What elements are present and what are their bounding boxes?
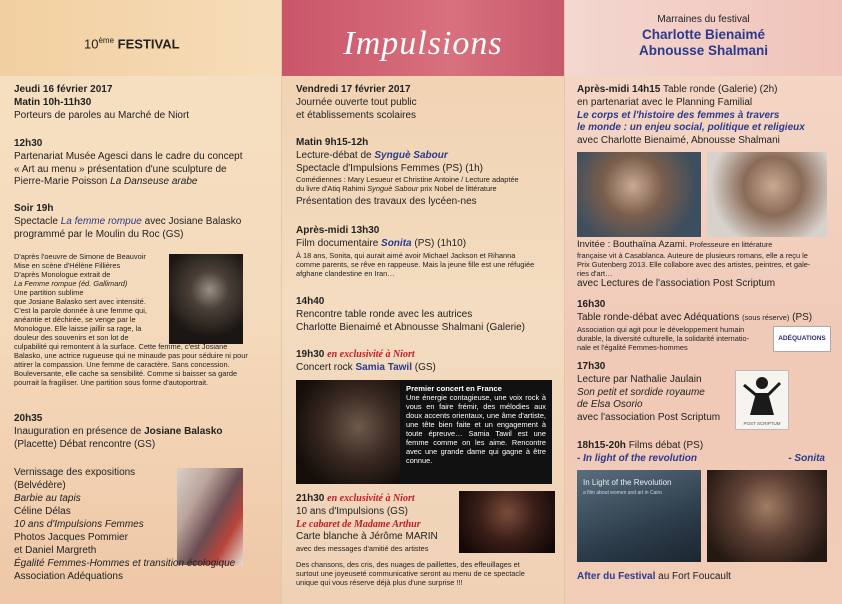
expo-title: Barbie au tapis [14, 493, 81, 504]
item-table-ronde [577, 84, 839, 148]
text-line: Journée ouverte tout public [296, 96, 417, 108]
small-line: unique qui vous réserve déjà plus d'une surprise !!! [296, 578, 463, 588]
exclusive-label: en exclusivité à Niort [327, 493, 415, 504]
morning-text: Porteurs de paroles au Marché de Niort [14, 109, 190, 121]
item-soir [14, 203, 276, 241]
text-line: Partenariat Musée Agesci dans le cadre du concept [14, 150, 243, 162]
festival-label: FESTIVAL [117, 36, 180, 52]
desc-line: La Femme rompue (éd. Gallimard) [14, 279, 128, 289]
text-part: Lecture-débat de [296, 149, 375, 161]
text-part: du livre d'Atiq Rahimi [296, 184, 368, 194]
item-21h30 [296, 493, 466, 553]
desc-line: que Josiane Balasko sert avec intensité. [14, 297, 146, 307]
guest-name: Josiane Balasko [144, 425, 223, 437]
text-line: et Daniel Margreth [14, 545, 97, 556]
book-title: Son petit et sordide royaume [577, 386, 705, 398]
festival-title: Impulsions [343, 25, 503, 62]
film-line [577, 453, 839, 466]
silhouette-icon [736, 371, 788, 417]
item-19h30 [296, 349, 558, 375]
text-line: programmé par le Moulin du Roc (GS) [14, 228, 184, 240]
time-16h30: 16h30 [577, 299, 606, 310]
time-matin: Matin 9h15-12h [296, 137, 369, 148]
desc-line: culpabilité qui remontent à la surface. Cette femme, c'est Josiane [14, 342, 228, 352]
time-14h15: Après-midi 14h15 [577, 84, 661, 95]
text-line [296, 238, 558, 251]
time-soir: Soir 19h [14, 203, 54, 214]
festival-edition [84, 36, 180, 53]
edition-number: 10 [84, 36, 99, 52]
small-line: ries d'art… [577, 269, 613, 279]
small-line: comme parents, se rêve en rappeuse. Mais la jeune fille est une réfugiée [296, 259, 535, 269]
text-part: Table ronde (Galerie) (2h) [660, 84, 778, 95]
time-20h35: 20h35 [14, 413, 43, 424]
text-line: Association Adéquations [14, 571, 123, 582]
text-part: (PS) (1h10) [411, 237, 467, 249]
shalmani-photo [707, 152, 827, 237]
text-part: Inauguration en présence de [14, 425, 145, 437]
desc-line: D'après l'oeuvre de Simone de Beauvoir [14, 252, 146, 261]
samia-tawil-photo [296, 380, 400, 484]
time-18h15: 18h15-20h [577, 440, 626, 451]
text-line [296, 362, 558, 375]
concert-description [400, 380, 552, 484]
logo-text: POST SCRIPTUM [743, 421, 781, 427]
morning-time: Matin 10h-11h30 [14, 96, 92, 108]
text-part: prix Nobel de littérature [418, 184, 497, 194]
text-line [14, 426, 276, 439]
text-part: (PS) [789, 311, 813, 323]
thursday-program [14, 84, 276, 122]
text-line: Carte blanche à Jérôme MARIN [296, 531, 438, 543]
text-line: et établissements scolaires [296, 109, 417, 121]
text-part: Professeure en littérature [687, 240, 773, 249]
sonita-photo [707, 470, 827, 562]
small-line: Association qui agit pour le développement humain [577, 324, 745, 334]
after-festival [577, 571, 839, 584]
show-description [14, 252, 276, 387]
small-line: surtout une joyeuseté communicative seront au menu de ce spectacle [296, 569, 525, 579]
text-line: Céline Délas [14, 506, 71, 517]
film-title: Sonita [381, 237, 412, 249]
text-line: en partenariat avec le Planning Familial [577, 96, 753, 108]
show-title: La femme rompue [60, 215, 142, 227]
desc-line: Monologue. Elle laisse jaillir sa rage, la [14, 324, 142, 334]
cabaret-description [296, 560, 558, 587]
adequations-logo [773, 326, 831, 352]
desc-line: Une partition sublime [14, 288, 84, 298]
item-18h15 [577, 440, 839, 466]
item-apres-midi [296, 225, 558, 278]
text-line: de Elsa Osorio [577, 399, 643, 411]
poster-subtitle: a film about women and art in Cairo [583, 490, 662, 496]
text-line: avec Charlotte Bienaimé, Abnousse Shalmani [577, 135, 780, 147]
text-line: Spectacle d'Impulsions Femmes (PS) (1h) [296, 162, 483, 174]
film-title: - Sonita [788, 452, 825, 464]
text-part: au Fort Foucault [655, 571, 731, 582]
text-part: Pierre-Marie Poisson [14, 176, 111, 188]
text-line: (Belvédère) [14, 480, 66, 491]
friday-program [296, 84, 558, 122]
desc-line: attirer la compassion. Une femme de caractère. Sans concession. [14, 360, 230, 370]
date-heading: Jeudi 16 février 2017 [14, 84, 113, 95]
expo-title: 10 ans d'Impulsions Femmes [14, 519, 144, 530]
date-heading: Vendredi 17 février 2017 [296, 84, 411, 95]
desc-line: Balasko, une actrice rugueuse qui ne minaude pas pour séduire ni pour [14, 351, 248, 361]
small-line [296, 184, 558, 193]
text-line [14, 176, 276, 189]
small-line: Prix Gutenberg 2013. Elle collabore avec des artistes, peintres, et gale- [577, 260, 811, 270]
item-12h30 [14, 138, 276, 189]
text-line: Photos Jacques Pommier [14, 532, 128, 543]
column-friday [281, 0, 565, 604]
text-line [577, 312, 839, 325]
desc-line: pourrait la fragiliser. Une partition sous forme d'autoportrait. [14, 378, 209, 388]
invitee-block [577, 239, 839, 291]
item-20h35 [14, 413, 276, 451]
small-line: Des chansons, des cris, des nuages de paillettes, des effeuillages et [296, 560, 520, 569]
small-line: Comédiennes : Mary Lesueur et Christine Antoine / Lecture adaptée [296, 175, 519, 185]
text-part: Invitée : Bouthaïna Azami. [577, 239, 688, 250]
film-title: - In light of the revolution [577, 452, 697, 464]
text-part: Films débat (PS) [625, 440, 704, 451]
post-scriptum-logo [735, 370, 789, 430]
text-line: 10 ans d'Impulsions (GS) [296, 505, 408, 517]
artist-name: Samia Tawil [355, 361, 412, 373]
text-line [577, 84, 839, 97]
topic-line: le monde : un enjeu social, politique et religieux [577, 122, 805, 134]
edition-sup: ème [98, 36, 115, 45]
marraines-header [565, 14, 842, 59]
desc-line: anéantie et déchirée, se venge par le [14, 315, 136, 325]
revolution-poster [577, 470, 701, 562]
text-line [577, 440, 839, 453]
exhibitions [14, 466, 276, 583]
text-line: Rencontre table ronde avec les autrices [296, 308, 473, 320]
sculpture-title: La Danseuse arabe [110, 176, 198, 188]
expo-title: Égalité Femmes-Hommes et transition écologique [14, 558, 236, 569]
text-line [296, 349, 558, 362]
column-thursday [0, 0, 281, 604]
exclusive-label: en exclusivité à Niort [327, 349, 415, 360]
small-line: À 18 ans, Sonita, qui aurait aimé avoir Michael Jackson et Rihanna [296, 250, 516, 260]
text-part: avec Josiane Balasko [141, 215, 242, 227]
concert-text: Une énergie contagieuse, une voix rock à vous en faire frémir, des mélodies aux doux accents orientaux, une âme d'artiste, une tête bien faite et un engagement à toute épreuve… Samia Tawil est une femme comme on les aime. Rencontre avec une grande dame qui gagne à être connue. [406, 393, 546, 466]
text-part: Spectacle [14, 215, 61, 227]
cabaret-photo [459, 491, 555, 553]
cabaret-title: Le cabaret de Madame Arthur [296, 518, 421, 530]
desc-line: Mise en scène d'Hélène Fillières [14, 261, 121, 271]
text-line: Vernissage des expositions [14, 467, 136, 478]
text-line: « Art au menu » présentation d'une sculpture de [14, 163, 227, 175]
marraines-label: Marraines du festival [657, 14, 750, 25]
text-line: Charlotte Bienaimé et Abnousse Shalmani (Galerie) [296, 321, 526, 333]
item-17h30 [577, 361, 757, 425]
marraine-name: Abnousse Shalmani [638, 42, 769, 58]
text-line: (Placette) Débat rencontre (GS) [14, 438, 156, 450]
item-matin [296, 137, 558, 209]
marraine-name: Charlotte Bienaimé [641, 26, 766, 42]
time-21h30: 21h30 [296, 493, 325, 504]
text-line: Lecture par Nathalie Jaulain [577, 373, 702, 385]
text-line: avec l'association Post Scriptum [577, 412, 721, 424]
desc-line: D'après Monologue extrait de [14, 270, 111, 280]
text-part: Film documentaire [296, 237, 382, 249]
text-part: (sous réserve) [742, 312, 790, 322]
text-part: Concert rock [296, 361, 356, 373]
text-line [14, 216, 276, 229]
text-line [296, 493, 466, 506]
small-line: française vit à Casablanca. Auteure de plusieurs romans, elle a reçu le [577, 251, 808, 261]
poster-title: In Light of the Revolution [583, 478, 672, 487]
topic-line: Le corps et l'histoire des femmes à travers [577, 109, 780, 121]
text-line [296, 150, 558, 163]
after-label: After du Festival [577, 571, 656, 582]
logo-text: ADÉQUATIONS [778, 334, 826, 342]
time-17h30: 17h30 [577, 361, 606, 372]
desc-line: douleur des souvenirs et son lot de [14, 333, 129, 343]
book-title: Synguè Sabour [374, 149, 448, 161]
time-14h40: 14h40 [296, 296, 325, 307]
text-part: (GS) [411, 361, 436, 373]
text-line: avec Lectures de l'association Post Scriptum [577, 278, 776, 290]
text-line: Présentation des travaux des lycéen-nes [296, 196, 477, 208]
small-line: avec des messages d'amitié des artistes [296, 544, 429, 554]
time-apres-midi: Après-midi 13h30 [296, 225, 380, 236]
small-line: nale et l'égalité Femmes-hommes [577, 342, 688, 352]
item-14h40 [296, 296, 558, 334]
bienaime-photo [577, 152, 701, 237]
column-marraines [565, 0, 842, 604]
time-12h30: 12h30 [14, 138, 43, 149]
desc-line: Bouleversante, elle cache sa sensibilité. Comme si baisser sa garde [14, 369, 238, 379]
text-part: Table ronde-débat avec Adéquations [577, 311, 743, 323]
desc-line: C'est la parole donnée à une femme qui, [14, 306, 147, 316]
small-line: durable, la diversité culturelle, la solidarité internatio- [577, 333, 750, 343]
concert-heading: Premier concert en France [406, 384, 502, 393]
text-line [577, 239, 839, 251]
time-19h30: 19h30 [296, 349, 325, 360]
small-line: afghane clandestine en Iran… [296, 268, 395, 278]
text-part: Synguè Sabour [367, 184, 419, 194]
